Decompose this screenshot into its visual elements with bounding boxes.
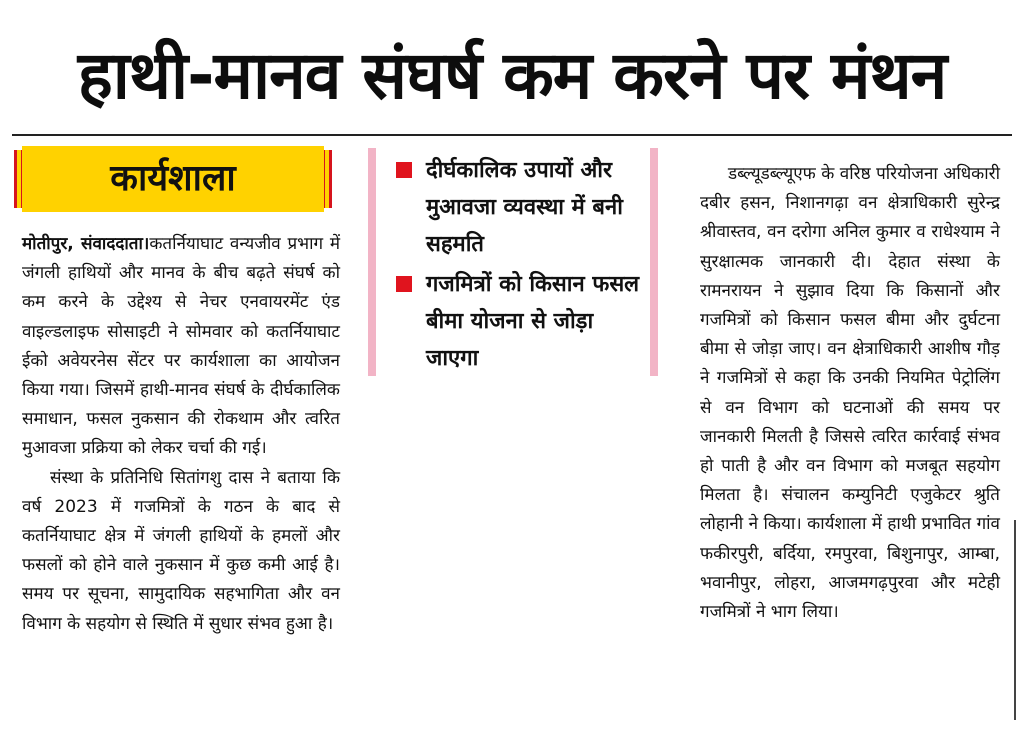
article-column-3 (700, 160, 1000, 627)
bullet-square-icon (396, 276, 412, 292)
page-edge-mark (1014, 520, 1016, 720)
highlight-item (396, 152, 646, 263)
section-tag (22, 146, 324, 212)
highlight-item (396, 266, 646, 377)
paragraph-1-text: कतर्नियाघाट वन्यजीव प्रभाग में जंगली हाथियों और मानव के बीच बढ़ते संघर्ष को कम करने के उद्देश्य से नेचर एनवायरमेंट एंड वाइल्डलाइफ सोसाइटी ने सोमवार को कतर्नियाघाट ईको अवेयरनेस सेंटर पर कार्यशाला का आयोजन किया गया। जिसमें हाथी-मानव संघर्ष के दीर्घकालिक समाधान, फसल नुकसान की रोकथाम और त्वरित मुआवजा प्रक्रिया को लेकर चर्चा की गई। (22, 234, 340, 459)
bullet-square-icon (396, 162, 412, 178)
headline-rule (12, 134, 1012, 136)
headline: हाथी-मानव संघर्ष कम करने पर मंथन (77, 37, 947, 114)
tag-left-bar (14, 150, 22, 208)
section-tag-label: कार्यशाला (110, 158, 236, 199)
article-paragraph-1 (22, 230, 340, 464)
highlight-text: गजमित्रों को किसान फसल बीमा योजना से जोड़ा जाएगा (426, 272, 640, 371)
tag-right-bar (324, 150, 332, 208)
highlight-text: दीर्घकालिक उपायों और मुआवजा व्यवस्था में बनी सहमति (426, 158, 623, 257)
article-paragraph-3: डब्ल्यूडब्ल्यूएफ के वरिष्ठ परियोजना अधिकारी दबीर हसन, निशानगढ़ा वन क्षेत्राधिकारी सुरेन्द्र श्रीवास्तव, वन दरोगा अनिल कुमार व राधेश्याम ने सुरक्षात्मक जानकारी दी। देहात संस्था के रामनरायन ने सुझाव दिया कि किसानों और गजमित्रों को किसान फसल बीमा और दुर्घटना बीमा से जोड़ा जाए। वन क्षेत्राधिकारी आशीष गौड़ ने गजमित्रों से कहा कि उनकी नियमित पेट्रोलिंग से वन विभाग को घटनाओं की समय पर जानकारी मिलती है जिससे त्वरित कार्रवाई संभव हो पाती है और वन विभाग को मजबूत सहयोग मिलता है। संचालन कम्युनिटी एजुकेटर श्रुति लोहानी ने किया। कार्यशाला में हाथी प्रभावित गांव फकीरपुरी, बर्दिया, रमपुरवा, बिशुनापुर, आम्बा, भवानीपुर, लोहरा, आजमगढ़पुरवा और मटेही गजमित्रों ने भाग लिया। (700, 164, 1000, 623)
byline: मोतीपुर, संवाददाता। (22, 234, 150, 254)
highlights-box (368, 148, 658, 376)
article-paragraph-2: संस्था के प्रतिनिधि सितांगशु दास ने बताया कि वर्ष 2023 में गजमित्रों के गठन के बाद से कतर्नियाघाट क्षेत्र में जंगली हाथियों के हमलों और फसलों को होने वाले नुकसान में कुछ कमी आई है। समय पर सूचना, सामुदायिक सहभागिता और वन विभाग के सहयोग से स्थिति में सुधार संभव हुआ है। (22, 467, 340, 634)
article-column-1 (22, 230, 340, 639)
